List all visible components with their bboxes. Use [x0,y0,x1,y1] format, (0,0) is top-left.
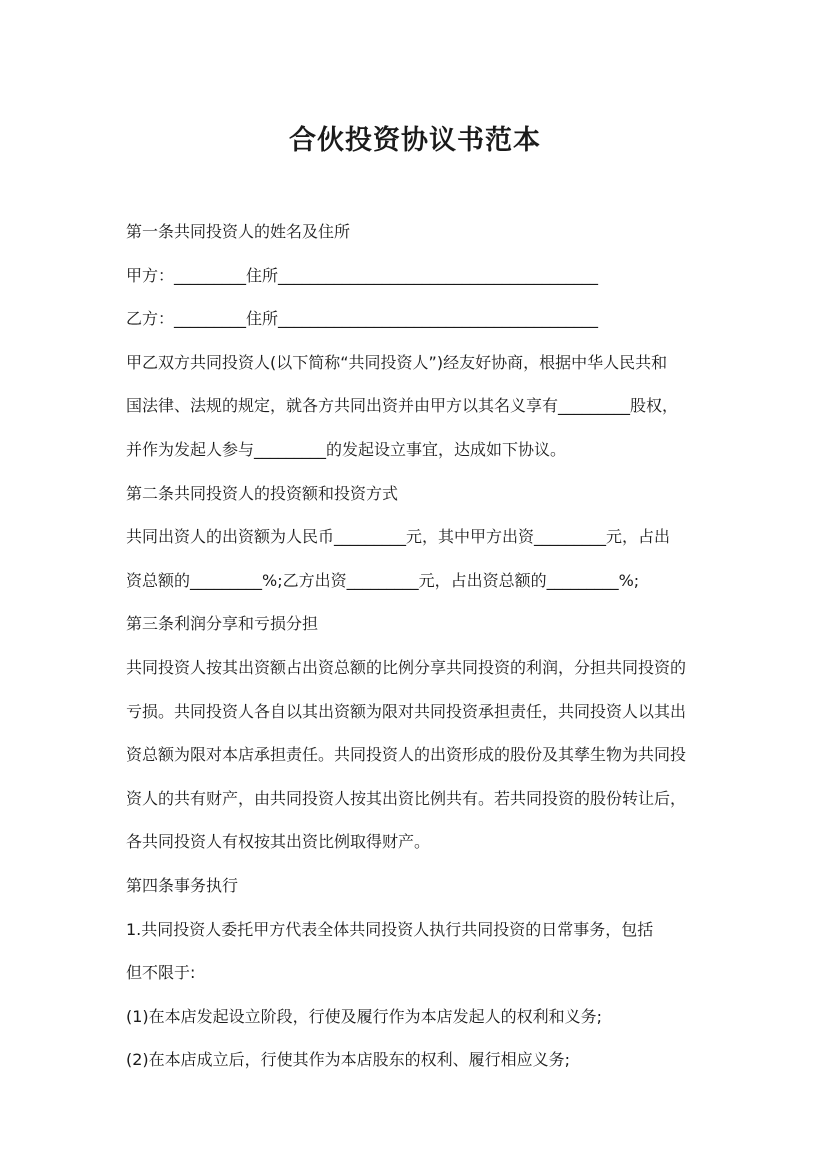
paragraph-line: 亏损。共同投资人各自以其出资额为限对共同投资承担责任，共同投资人以其出 [126,701,687,721]
paragraph-line: 共同出资人的出资额为人民币_________元，其中甲方出资_________元，占出 [126,527,671,547]
paragraph-line: 1.共同投资人委托甲方代表全体共同投资人执行共同投资的日常事务，包括 [126,919,654,939]
paragraph-line: 并作为发起人参与_________的发起设立事宜，达成如下协议。 [126,439,567,459]
paragraph-line: 资总额的_________%;乙方出资_________元，占出资总额的_________%; [126,570,640,590]
paragraph-line: 各共同投资人有权按其出资比例取得财产。 [126,832,431,852]
paragraph-line: 资总额为限对本店承担责任。共同投资人的出资形成的股份及其孳生物为共同投 [126,745,687,765]
paragraph-line: 共同投资人按其出资额占出资总额的比例分享共同投资的利润，分担共同投资的 [126,657,687,677]
section-heading: 第四条事务执行 [126,875,239,895]
paragraph-line: 乙方：_________住所________________________________________ [126,309,599,329]
paragraph-line: 资人的共有财产，由共同投资人按其出资比例共有。若共同投资的股份转让后， [126,788,687,808]
paragraph-line: 甲方：_________住所________________________________________ [126,265,599,285]
document-title: 合伙投资协议书范本 [289,125,541,156]
section-heading: 第二条共同投资人的投资额和投资方式 [126,483,399,503]
paragraph-line: 但不限于: [126,963,196,983]
section-heading: 第三条利润分享和亏损分担 [126,614,319,634]
paragraph-line: 甲乙双方共同投资人(以下简称“共同投资人”)经友好协商，根据中华人民共和 [126,352,668,372]
section-heading: 第一条共同投资人的姓名及住所 [126,222,351,241]
document-body [126,219,726,1091]
paragraph-line: (2)在本店成立后，行使其作为本店股东的权利、履行相应义务; [126,1050,571,1070]
paragraph-line: (1)在本店发起设立阶段，行使及履行作为本店发起人的权利和义务; [126,1006,603,1026]
paragraph-line: 国法律、法规的规定，就各方共同出资并由甲方以其名义享有_________股权， [126,396,679,416]
